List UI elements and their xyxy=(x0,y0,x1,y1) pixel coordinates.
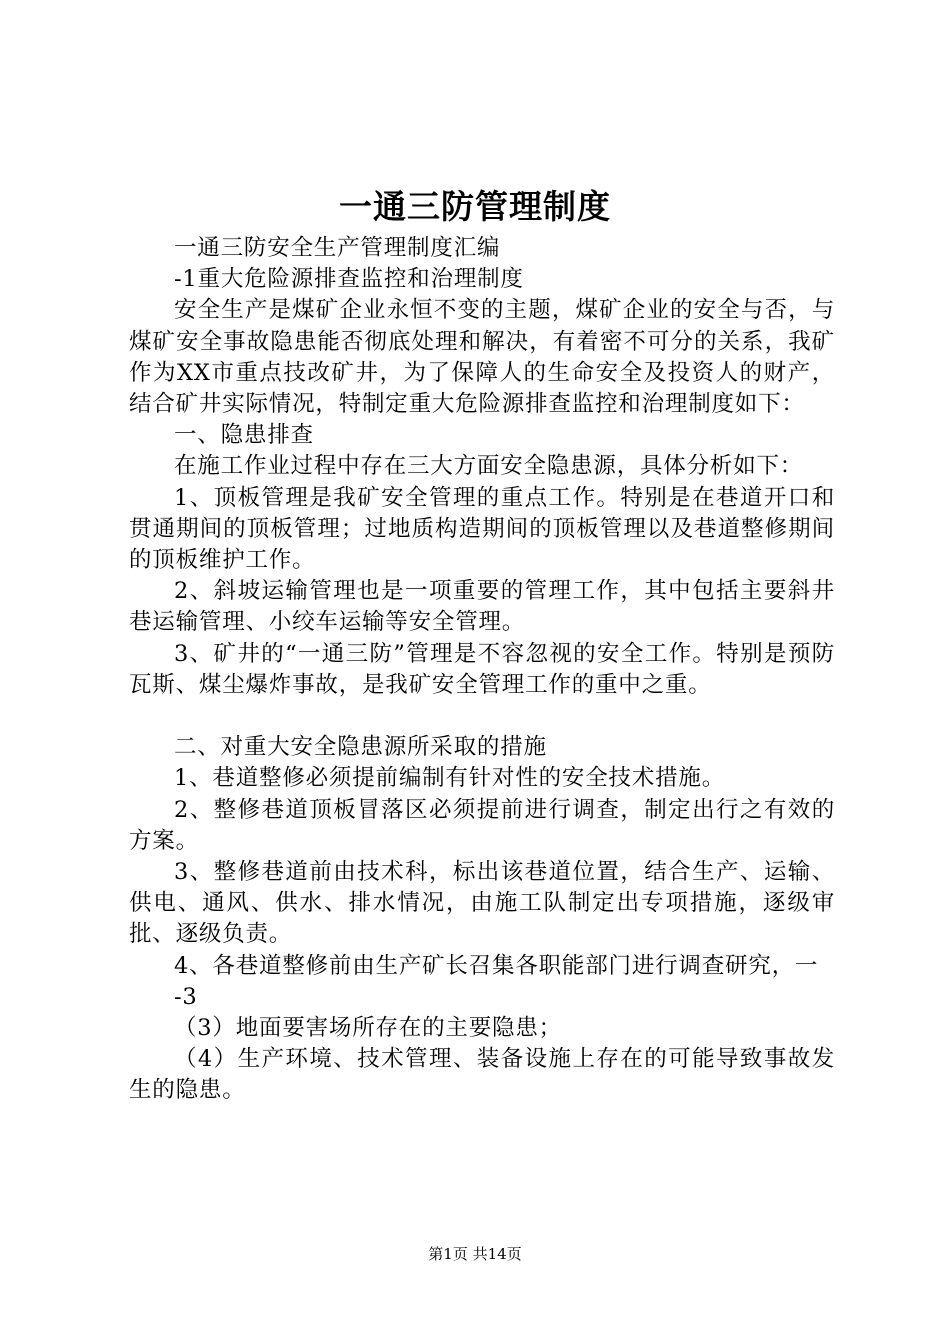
paragraph: 一通三防安全生产管理制度汇编 xyxy=(174,235,501,261)
list-item: 1、巷道整修必须提前编制有针对性的安全技术措施。 xyxy=(174,765,726,792)
list-item: （4）生产环境、技术管理、装备设施上存在的可能导致事故发生的隐患。 xyxy=(129,1046,835,1104)
page-footer: 第1页 共14页 xyxy=(428,1245,522,1263)
list-item: （3）地面要害场所存在的主要隐患； xyxy=(174,1015,562,1042)
list-item: 3、整修巷道前由技术科，标出该巷道位置，结合生产、运输、供电、通风、供水、排水情况，由施工队制定出专项措施，逐级审批、逐级负责。 xyxy=(129,859,835,948)
list-item: 4、各巷道整修前由生产矿长召集各职能部门进行调查研究，一 xyxy=(174,952,819,979)
document-body xyxy=(129,233,835,1107)
list-item: 2、整修巷道顶板冒落区必须提前进行调查，制定出行之有效的方案。 xyxy=(129,796,835,854)
paragraph: 安全生产是煤矿企业永恒不变的主题，煤矿企业的安全与否，与煤矿安全事故隐患能否彻底处理和解决，有着密不可分的关系，我矿作为XX市重点技改矿井，为了保障人的生命安全及投资人的财产，结合矿井实际情况，特制定重大危险源排查监控和治理制度如下： xyxy=(129,297,835,418)
paragraph: 在施工作业过程中存在三大方面安全隐患源，具体分析如下： xyxy=(174,453,804,480)
list-item: 2、斜坡运输管理也是一项重要的管理工作，其中包括主要斜井巷运输管理、小绞车运输等安全管理。 xyxy=(129,578,835,636)
document-title: 一通三防管理制度 xyxy=(339,187,611,226)
section-marker: -3 xyxy=(174,983,198,1010)
section-heading: 二、对重大安全隐患源所采取的措施 xyxy=(174,734,547,761)
list-item: 3、矿井的“一通三防”管理是不容忽视的安全工作。特别是预防瓦斯、煤尘爆炸事故，是我矿安全管理工作的重中之重。 xyxy=(129,640,835,698)
paragraph: -1重大危险源排查监控和治理制度 xyxy=(174,266,524,293)
section-heading: 一、隐患排查 xyxy=(174,422,314,449)
list-item: 1、顶板管理是我矿安全管理的重点工作。特别是在巷道开口和贯通期间的顶板管理；过地质构造期间的顶板管理以及巷道整修期间的顶板维护工作。 xyxy=(129,484,835,574)
blank-line xyxy=(129,701,835,732)
